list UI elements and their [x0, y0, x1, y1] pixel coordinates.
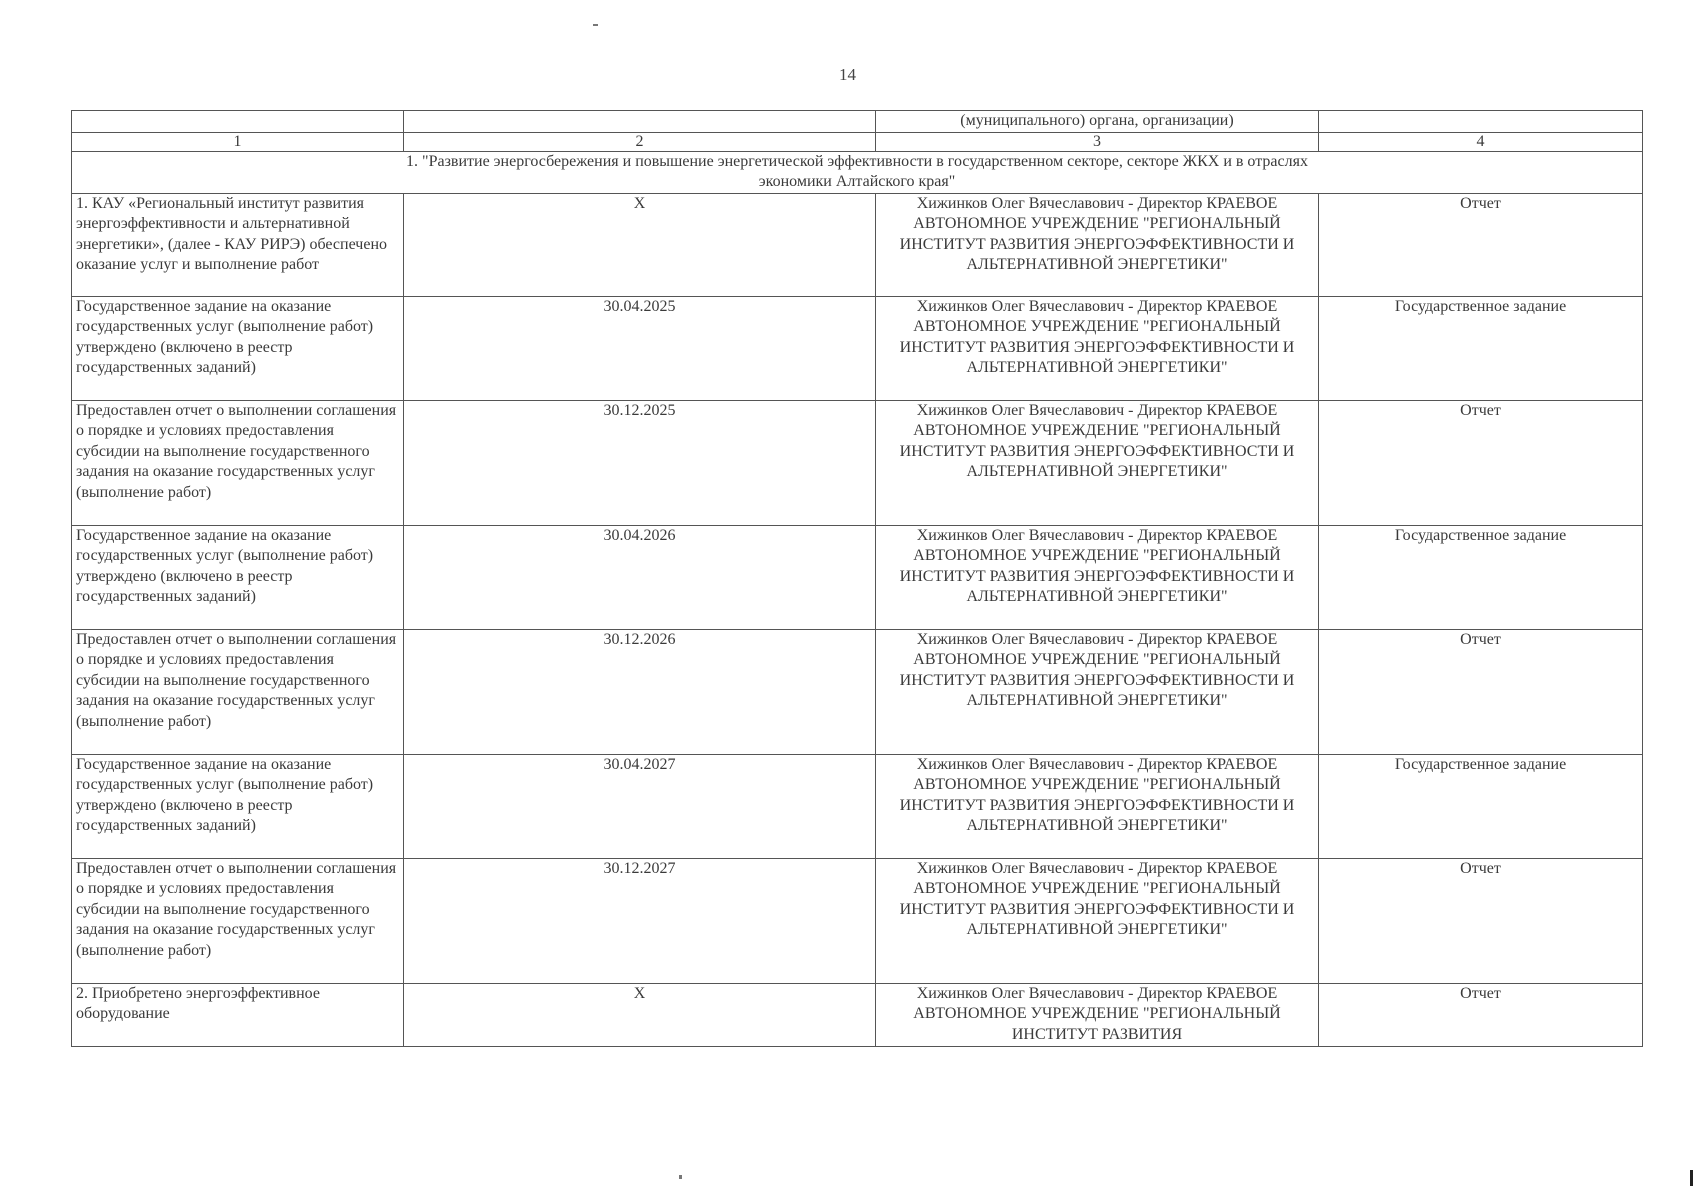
- responsible-cell: Хижинков Олег Вячеславович - Директор КРАЕВОЕ АВТОНОМНОЕ УЧРЕЖДЕНИЕ "РЕГИОНАЛЬНЫЙ ИНСТИТУТ РАЗВИТИЯ ЭНЕРГОЭФФЕКТИВНОСТИ И АЛЬТЕРНАТИВНОЙ ЭНЕРГЕТИКИ": [876, 193, 1319, 296]
- document-cell: Отчет: [1319, 858, 1643, 983]
- header-cell-3: (муниципального) органа, организации): [876, 111, 1319, 133]
- date-cell: 30.04.2025: [404, 296, 876, 400]
- event-cell: Государственное задание на оказание государственных услуг (выполнение работ) утверждено (включено в реестр государственных заданий): [72, 525, 404, 629]
- event-cell: 2. Приобретено энергоэффективное оборудование: [72, 983, 404, 1046]
- section-title: [72, 151, 1643, 193]
- section-title-line-1: 1. "Развитие энергосбережения и повышение энергетической эффективности в государственном секторе, секторе ЖКХ и в отраслях: [406, 152, 1308, 170]
- table-row: [72, 629, 1643, 754]
- section-title-row: [72, 151, 1643, 193]
- date-cell: X: [404, 983, 876, 1046]
- responsible-cell: Хижинков Олег Вячеславович - Директор КРАЕВОЕ АВТОНОМНОЕ УЧРЕЖДЕНИЕ "РЕГИОНАЛЬНЫЙ ИНСТИТУТ РАЗВИТИЯ ЭНЕРГОЭФФЕКТИВНОСТИ И АЛЬТЕРНАТИВНОЙ ЭНЕРГЕТИКИ": [876, 296, 1319, 400]
- header-continuation-row: [72, 111, 1643, 133]
- column-numbers-row: [72, 132, 1643, 151]
- column-number-1: 1: [72, 132, 404, 151]
- responsible-cell: Хижинков Олег Вячеславович - Директор КРАЕВОЕ АВТОНОМНОЕ УЧРЕЖДЕНИЕ "РЕГИОНАЛЬНЫЙ ИНСТИТУТ РАЗВИТИЯ: [876, 983, 1319, 1046]
- page-number: 14: [839, 65, 856, 84]
- document-cell: Государственное задание: [1319, 525, 1643, 629]
- header-cell-1: [72, 111, 404, 133]
- responsible-cell: Хижинков Олег Вячеславович - Директор КРАЕВОЕ АВТОНОМНОЕ УЧРЕЖДЕНИЕ "РЕГИОНАЛЬНЫЙ ИНСТИТУТ РАЗВИТИЯ ЭНЕРГОЭФФЕКТИВНОСТИ И АЛЬТЕРНАТИВНОЙ ЭНЕРГЕТИКИ": [876, 525, 1319, 629]
- responsible-cell: Хижинков Олег Вячеславович - Директор КРАЕВОЕ АВТОНОМНОЕ УЧРЕЖДЕНИЕ "РЕГИОНАЛЬНЫЙ ИНСТИТУТ РАЗВИТИЯ ЭНЕРГОЭФФЕКТИВНОСТИ И АЛЬТЕРНАТИВНОЙ ЭНЕРГЕТИКИ": [876, 400, 1319, 525]
- header-cell-4: [1319, 111, 1643, 133]
- table-row: [72, 754, 1643, 858]
- table-row: [72, 296, 1643, 400]
- document-cell: Государственное задание: [1319, 296, 1643, 400]
- event-cell: Предоставлен отчет о выполнении соглашения о порядке и условиях предоставления субсидии на выполнение государственного задания на оказание государственных услуг (выполнение работ): [72, 629, 404, 754]
- date-cell: X: [404, 193, 876, 296]
- column-number-2: 2: [404, 132, 876, 151]
- event-cell: Предоставлен отчет о выполнении соглашения о порядке и условиях предоставления субсидии на выполнение государственного задания на оказание государственных услуг (выполнение работ): [72, 858, 404, 983]
- scan-speck: [679, 1175, 682, 1179]
- scan-edge-mark: [1690, 1170, 1693, 1186]
- event-cell: Предоставлен отчет о выполнении соглашения о порядке и условиях предоставления субсидии на выполнение государственного задания на оказание государственных услуг (выполнение работ): [72, 400, 404, 525]
- table-row: [72, 983, 1643, 1046]
- document-cell: Отчет: [1319, 193, 1643, 296]
- date-cell: 30.12.2026: [404, 629, 876, 754]
- event-cell: 1. КАУ «Региональный институт развития энергоэффективности и альтернативной энергетики», (далее - КАУ РИРЭ) обеспечено оказание услуг и выполнение работ: [72, 193, 404, 296]
- control-points-table: [71, 110, 1643, 1047]
- date-cell: 30.12.2027: [404, 858, 876, 983]
- responsible-cell: Хижинков Олег Вячеславович - Директор КРАЕВОЕ АВТОНОМНОЕ УЧРЕЖДЕНИЕ "РЕГИОНАЛЬНЫЙ ИНСТИТУТ РАЗВИТИЯ ЭНЕРГОЭФФЕКТИВНОСТИ И АЛЬТЕРНАТИВНОЙ ЭНЕРГЕТИКИ": [876, 629, 1319, 754]
- responsible-cell: Хижинков Олег Вячеславович - Директор КРАЕВОЕ АВТОНОМНОЕ УЧРЕЖДЕНИЕ "РЕГИОНАЛЬНЫЙ ИНСТИТУТ РАЗВИТИЯ ЭНЕРГОЭФФЕКТИВНОСТИ И АЛЬТЕРНАТИВНОЙ ЭНЕРГЕТИКИ": [876, 754, 1319, 858]
- event-cell: Государственное задание на оказание государственных услуг (выполнение работ) утверждено (включено в реестр государственных заданий): [72, 754, 404, 858]
- table-row: [72, 193, 1643, 296]
- document-cell: Отчет: [1319, 400, 1643, 525]
- header-cell-2: [404, 111, 876, 133]
- date-cell: 30.04.2026: [404, 525, 876, 629]
- column-number-3: 3: [876, 132, 1319, 151]
- responsible-cell: Хижинков Олег Вячеславович - Директор КРАЕВОЕ АВТОНОМНОЕ УЧРЕЖДЕНИЕ "РЕГИОНАЛЬНЫЙ ИНСТИТУТ РАЗВИТИЯ ЭНЕРГОЭФФЕКТИВНОСТИ И АЛЬТЕРНАТИВНОЙ ЭНЕРГЕТИКИ": [876, 858, 1319, 983]
- section-title-line-2: экономики Алтайского края": [758, 173, 956, 190]
- scan-speck: [593, 24, 598, 26]
- table-row: [72, 525, 1643, 629]
- document-cell: Государственное задание: [1319, 754, 1643, 858]
- column-number-4: 4: [1319, 132, 1643, 151]
- date-cell: 30.04.2027: [404, 754, 876, 858]
- document-cell: Отчет: [1319, 629, 1643, 754]
- date-cell: 30.12.2025: [404, 400, 876, 525]
- document-cell: Отчет: [1319, 983, 1643, 1046]
- event-cell: Государственное задание на оказание государственных услуг (выполнение работ) утверждено (включено в реестр государственных заданий): [72, 296, 404, 400]
- table-row: [72, 400, 1643, 525]
- table-row: [72, 858, 1643, 983]
